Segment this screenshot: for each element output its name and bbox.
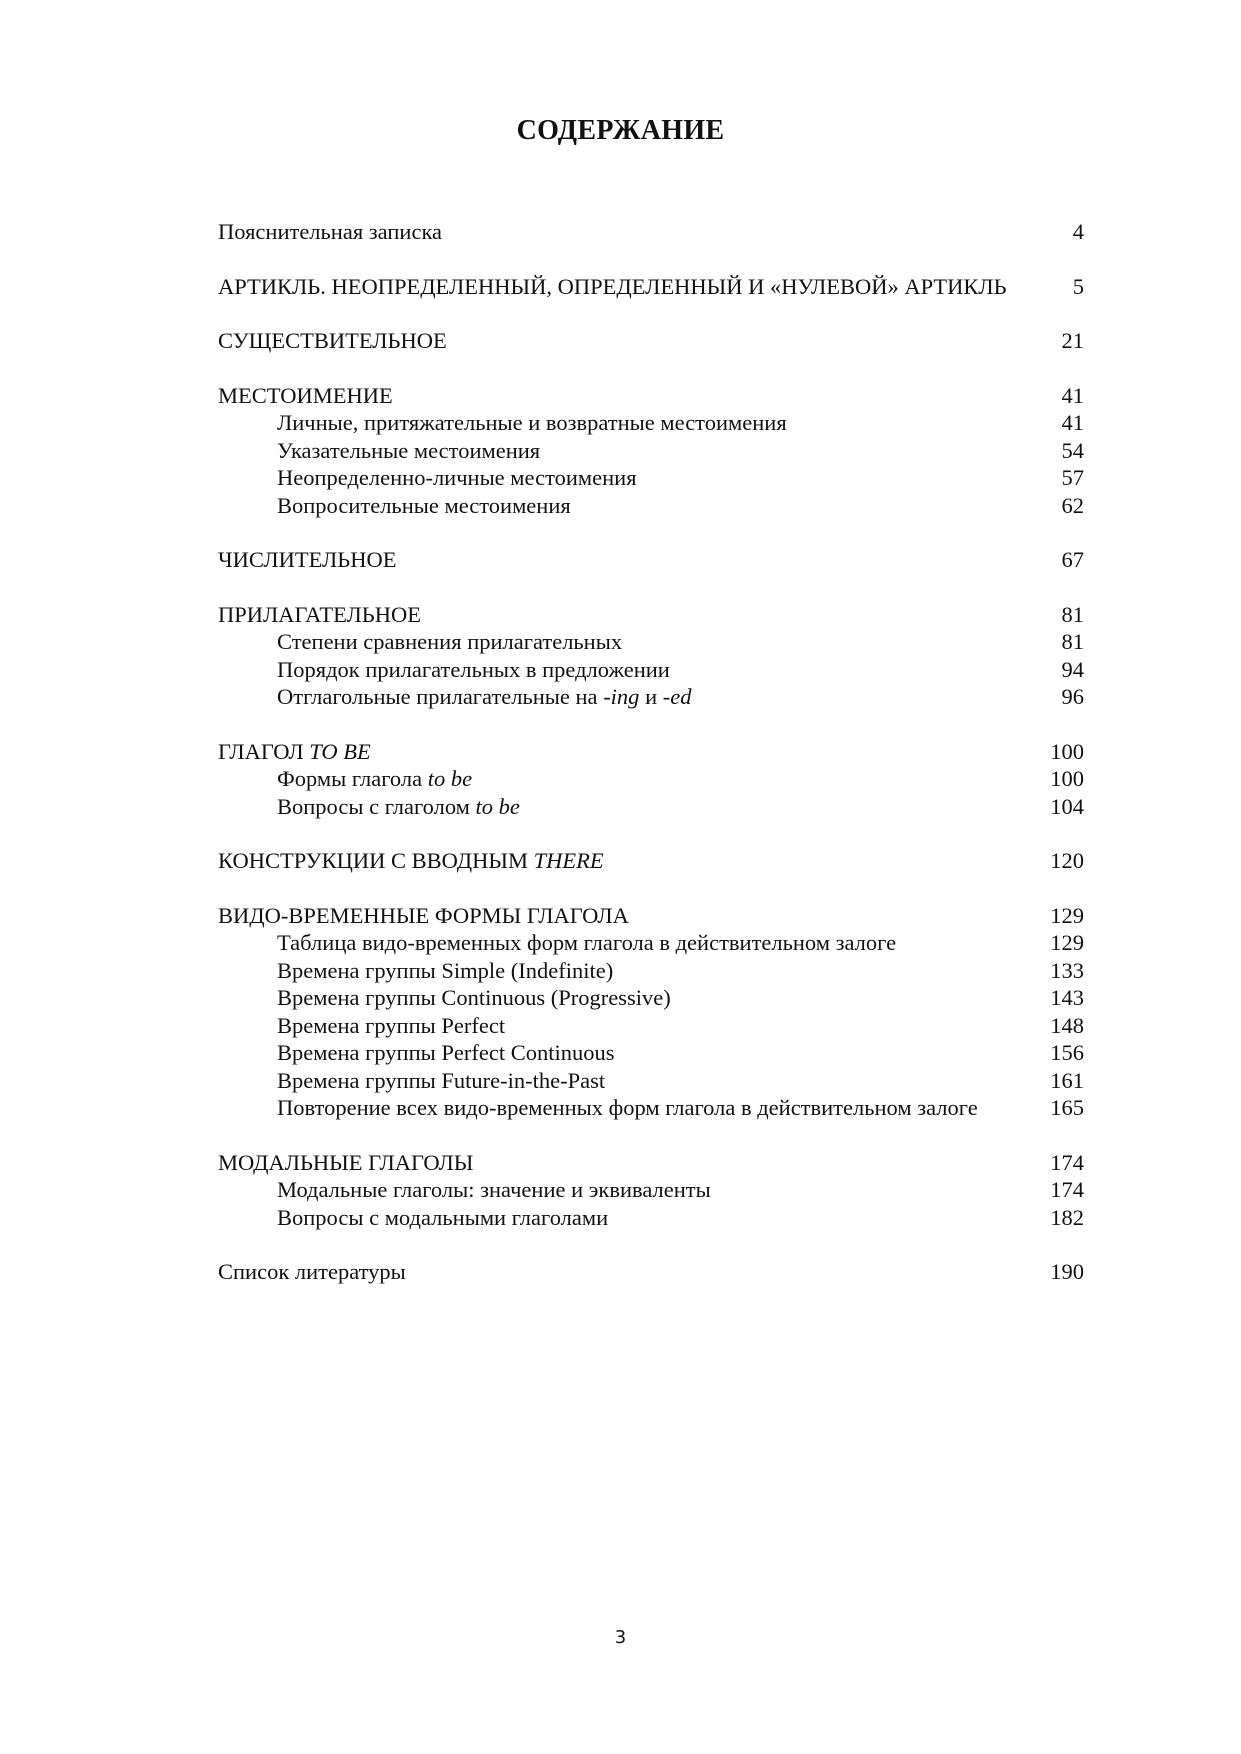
toc-subentry — [218, 628, 1084, 656]
toc-section — [218, 273, 1084, 301]
toc-page-number: 57 — [1061, 465, 1084, 490]
toc-subentry — [218, 793, 1084, 821]
toc-entry — [218, 1149, 1084, 1177]
toc-entry-title — [218, 1094, 1034, 1122]
toc-entry-title — [218, 1204, 1034, 1232]
toc-section — [218, 738, 1084, 821]
toc-title-part: МОДАЛЬНЫЕ ГЛАГОЛЫ — [218, 1149, 474, 1175]
toc-page-number: 148 — [1050, 1012, 1084, 1038]
toc-title-part: Вопросы с модальными глаголами — [277, 1204, 609, 1230]
toc-section — [218, 847, 1084, 875]
toc-entry-title — [218, 218, 1008, 246]
toc-title-part: ПРИЛАГАТЕЛЬНОЕ — [218, 601, 421, 627]
page-title: СОДЕРЖАНИЕ — [516, 115, 725, 146]
toc-entry-title — [218, 683, 1034, 711]
toc-subentry — [218, 1176, 1084, 1204]
page-number: 3 — [614, 1627, 627, 1648]
toc-title-part: Порядок прилагательных в предложении — [277, 656, 670, 682]
toc-page-number: 143 — [1050, 985, 1084, 1010]
toc-entry — [218, 1258, 1084, 1286]
toc-title-part: Формы глагола — [277, 766, 428, 791]
toc-title-part: TO BE — [309, 738, 371, 764]
toc-subentry — [218, 957, 1084, 985]
toc-page-number: 5 — [1072, 273, 1084, 299]
toc-title-part: Вопросы с глаголом — [277, 793, 476, 819]
toc-subentry — [218, 1039, 1084, 1067]
toc-entry-title — [218, 1039, 1034, 1067]
toc-page-number: 41 — [1061, 410, 1084, 435]
toc-title-part: и — [639, 684, 663, 709]
toc-subentry — [218, 1094, 1084, 1122]
toc-entry-title — [218, 1176, 1034, 1204]
toc-entry-title — [218, 409, 1034, 437]
toc-title-part: Повторение всех видо-временных форм глагола в действительном залоге — [277, 1095, 978, 1120]
toc-entry — [218, 546, 1084, 574]
toc-subentry — [218, 929, 1084, 957]
toc-page-number: 190 — [1050, 1259, 1084, 1284]
toc-page-number: 120 — [1050, 848, 1084, 873]
toc-title-part: Список литературы — [218, 1259, 406, 1284]
toc-title-part: Времена группы Perfect — [277, 1012, 506, 1038]
toc-subentry — [218, 683, 1084, 711]
toc-entry-title — [218, 656, 1034, 684]
toc-entry — [218, 601, 1084, 629]
toc-title-part: Модальные глаголы: значение и эквиваленты — [277, 1177, 711, 1202]
toc-page-number: 67 — [1061, 547, 1084, 572]
toc-title-part: ЧИСЛИТЕЛЬНОЕ — [218, 547, 397, 572]
toc-entry-title — [218, 327, 1008, 355]
table-of-contents — [218, 218, 1084, 1313]
toc-entry-title — [218, 382, 1008, 410]
toc-subentry — [218, 464, 1084, 492]
toc-title-part: Отглагольные прилагательные на — [277, 684, 604, 709]
toc-page-number: 165 — [1050, 1095, 1084, 1120]
toc-page-number: 174 — [1050, 1177, 1084, 1202]
toc-subentry — [218, 1204, 1084, 1232]
toc-subentry — [218, 765, 1084, 793]
toc-entry-title — [218, 984, 1034, 1012]
toc-page-number: 133 — [1050, 957, 1084, 983]
toc-title-part: Вопросительные местоимения — [277, 492, 571, 518]
toc-section — [218, 601, 1084, 711]
toc-page-number: 81 — [1061, 601, 1084, 627]
toc-page-number: 41 — [1061, 382, 1084, 408]
toc-title-part: Времена группы Future-in-the-Past — [277, 1067, 606, 1093]
toc-section — [218, 218, 1084, 246]
toc-title-part: АРТИКЛЬ. НЕОПРЕДЕЛЕННЫЙ, ОПРЕДЕЛЕННЫЙ И «НУЛЕВОЙ» АРТИКЛЬ — [218, 273, 1007, 299]
toc-subentry — [218, 1012, 1084, 1040]
toc-entry-title — [218, 601, 1008, 629]
toc-title-part: Неопределенно-личные местоимения — [277, 465, 637, 490]
toc-page-number: 21 — [1061, 328, 1084, 353]
toc-entry-title — [218, 738, 1008, 766]
toc-entry-title — [218, 437, 1034, 465]
toc-title-part: МЕСТОИМЕНИЕ — [218, 382, 393, 408]
toc-entry — [218, 273, 1084, 301]
toc-page-number: 129 — [1050, 930, 1084, 955]
toc-title-part: ГЛАГОЛ — [218, 738, 310, 764]
toc-page-number: 161 — [1050, 1067, 1084, 1093]
toc-title-part: Времена группы Perfect Continuous — [277, 1040, 615, 1065]
toc-subentry — [218, 984, 1084, 1012]
toc-entry-title — [218, 902, 1008, 930]
toc-entry — [218, 847, 1084, 875]
toc-section — [218, 382, 1084, 520]
toc-page-number: 156 — [1050, 1040, 1084, 1065]
toc-entry — [218, 218, 1084, 246]
toc-page-number: 81 — [1061, 629, 1084, 654]
toc-title-part: -ed — [662, 684, 692, 709]
toc-entry-title — [218, 1258, 1008, 1286]
toc-title-part: Личные, притяжательные и возвратные местоимения — [277, 410, 787, 435]
toc-entry-title — [218, 1067, 1034, 1095]
toc-title-part: Времена группы Simple (Indefinite) — [277, 957, 614, 983]
toc-title-part: КОНСТРУКЦИИ С ВВОДНЫМ — [218, 848, 534, 873]
toc-page-number: 182 — [1050, 1204, 1084, 1230]
toc-page-number: 54 — [1061, 437, 1084, 463]
toc-subentry — [218, 656, 1084, 684]
toc-entry-title — [218, 1149, 1008, 1177]
toc-title-part: Пояснительная записка — [218, 219, 443, 244]
toc-subentry — [218, 437, 1084, 465]
toc-title-part: to be — [475, 793, 520, 819]
toc-subentry — [218, 1067, 1084, 1095]
toc-entry-title — [218, 628, 1034, 656]
toc-entry — [218, 902, 1084, 930]
toc-subentry — [218, 492, 1084, 520]
toc-page-number: 4 — [1072, 219, 1084, 244]
toc-entry-title — [218, 847, 1008, 875]
toc-entry-title — [218, 929, 1034, 957]
toc-entry-title — [218, 546, 1008, 574]
toc-page-number: 100 — [1050, 766, 1084, 791]
toc-title-part: to be — [427, 766, 473, 791]
toc-entry — [218, 738, 1084, 766]
toc-entry-title — [218, 1012, 1034, 1040]
toc-entry-title — [218, 957, 1034, 985]
toc-page-number: 96 — [1061, 684, 1084, 709]
toc-entry-title — [218, 793, 1034, 821]
toc-entry-title — [218, 492, 1034, 520]
toc-title-part: СУЩЕСТВИТЕЛЬНОЕ — [218, 328, 447, 353]
toc-entry-title — [218, 273, 1008, 301]
toc-page-number: 174 — [1050, 1149, 1084, 1175]
toc-subentry — [218, 409, 1084, 437]
toc-title-part: Времена группы Continuous (Progressive) — [277, 985, 671, 1010]
toc-page-number: 94 — [1061, 656, 1084, 682]
toc-title-part: Таблица видо-временных форм глагола в действительном залоге — [277, 930, 897, 955]
toc-section — [218, 1258, 1084, 1286]
toc-title-part: ВИДО-ВРЕМЕННЫЕ ФОРМЫ ГЛАГОЛА — [218, 902, 629, 928]
toc-section — [218, 902, 1084, 1122]
toc-entry-title — [218, 765, 1034, 793]
toc-title-part: -ing — [603, 684, 640, 709]
toc-page-number: 104 — [1050, 793, 1084, 819]
toc-section — [218, 327, 1084, 355]
toc-title-part: THERE — [533, 848, 604, 873]
toc-title-part: Указательные местоимения — [277, 437, 541, 463]
toc-title-part: Степени сравнения прилагательных — [277, 629, 623, 654]
toc-section — [218, 1149, 1084, 1232]
toc-page-number: 100 — [1050, 738, 1084, 764]
toc-entry-title — [218, 464, 1034, 492]
toc-page-number: 129 — [1050, 902, 1084, 928]
toc-page-number: 62 — [1061, 492, 1084, 518]
toc-section — [218, 546, 1084, 574]
toc-entry — [218, 382, 1084, 410]
toc-entry — [218, 327, 1084, 355]
